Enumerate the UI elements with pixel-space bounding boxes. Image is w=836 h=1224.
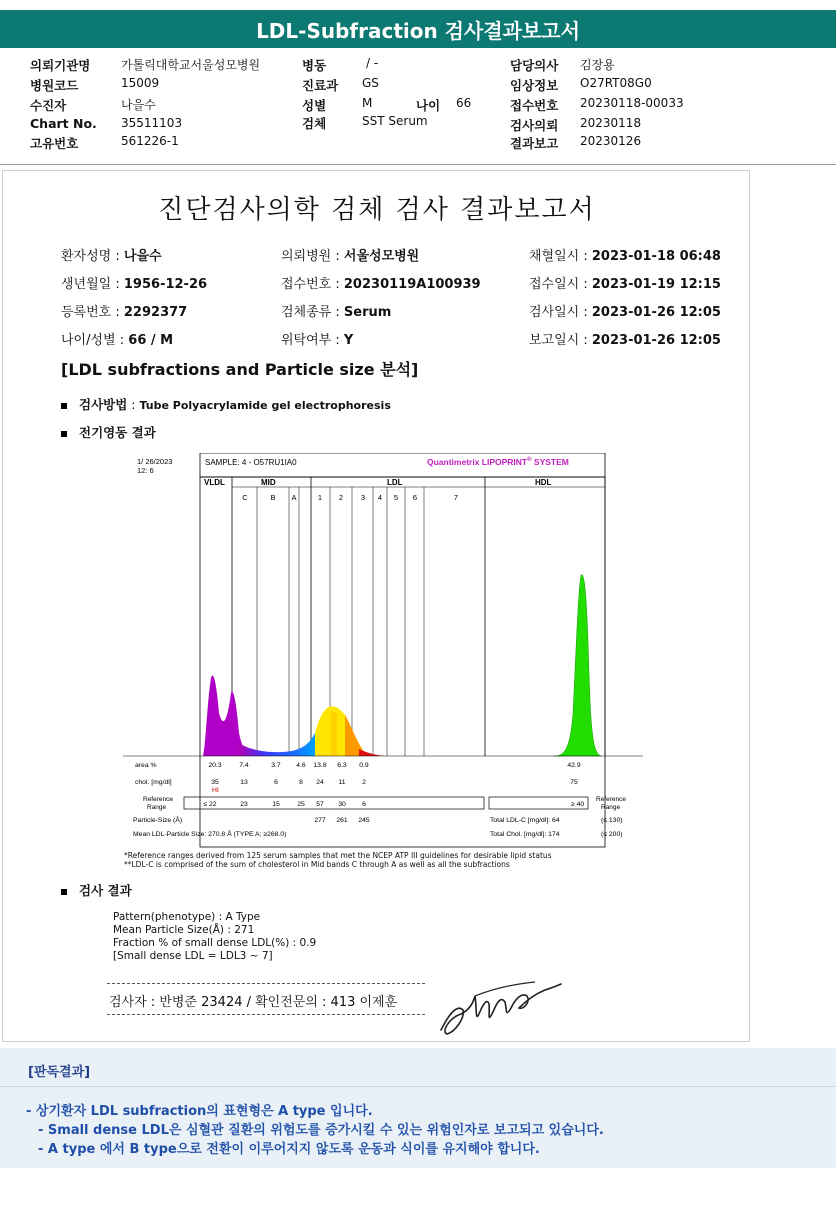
chart-date: 1/ 26/2023 [137,457,173,466]
result-line: Mean Particle Size(Å) : 271 [113,924,255,936]
particle-values [314,817,370,824]
particle-size-label: Particle-Size (Å) [133,817,183,824]
patient-field: 채혈일시 : 2023-01-18 06:48 [529,249,721,264]
particle-size-value: 245 [358,817,370,824]
label-chart-no: Chart No. [30,116,97,131]
particle-size-value: 277 [314,817,326,824]
dashed-rule-top [107,983,425,984]
ref-value: 30 [338,801,346,808]
band-label: 4 [377,493,383,502]
label-specimen: 검체 [302,116,327,131]
divider [0,164,836,165]
value-ward: / - [366,56,379,70]
value-age: 66 [456,96,472,110]
band-label: B [270,493,276,502]
ref-label-right-1: Reference [596,796,626,803]
ref-label-right-2: Range [601,804,621,811]
value-unique-no: 561226-1 [121,134,179,148]
result-line: [Small dense LDL = LDL3 ~ 7] [113,950,273,962]
ref-value: 57 [316,801,324,808]
chol-value: 35 [211,779,219,786]
scanned-report [2,170,750,1042]
value-clinical-info: O27RT08G0 [580,76,652,90]
footnote-1: *Reference ranges derived from 125 serum samples that met the NCEP ATP III guidelines for desirable lipid status [124,851,552,860]
patient-field: 검사일시 : 2023-01-26 12:05 [529,305,721,320]
patient-field: 등록번호 : 2292377 [61,305,188,320]
patient-field: 생년월일 : 1956-12-26 [61,277,208,292]
area-value: 20.3 [208,762,222,769]
value-sex: M [362,96,373,110]
label-hospital-code: 병원코드 [30,78,79,93]
area-value: 13.8 [313,762,327,769]
label-clinical-info: 임상정보 [510,78,559,93]
tester-line: 검사자 : 반병준 23424 / 확인전문의 : 413 이제훈 [109,995,398,1010]
value-receipt-no: 20230118-00033 [580,96,684,110]
ref-value: 6 [362,801,366,808]
total-ldl-c: Total LDL-C [mg/dl]: 64 [490,817,560,824]
judgement-panel [0,1048,836,1168]
footnote-2: **LDL-C is comprised of the sum of cholesterol in Mid bands C through A as well as all the subfractions [124,860,510,869]
group-label-vldl: VLDL [204,478,225,487]
chol-value: 2 [362,779,366,786]
group-label-mid: MID [261,478,276,487]
patient-field: 접수일시 : 2023-01-19 12:15 [529,277,721,292]
ref-value: 15 [272,801,280,808]
chart-sample: SAMPLE: 4 - O57RU1IA0 [205,458,297,467]
chol-value: 13 [240,779,248,786]
area-value: 3.7 [271,762,281,769]
area-value: 6.3 [337,762,347,769]
label-ward: 병동 [302,58,327,73]
chart-brand: Quantimetrix LIPOPRINT® SYSTEM [427,457,569,467]
method-line: 검사방법 : Tube Polyacrylamide gel electrophoresis [61,395,391,413]
ref-value: 25 [297,801,305,808]
value-hospital-code: 15009 [121,76,160,90]
row-chol-label: chol. [mg/dl] [135,779,172,786]
mean-ldl-size: Mean LDL-Particle Size: 270.8 Å (TYPE A; ≥268.0) [133,831,287,838]
total-ldl-c-ref: (≤ 130) [601,817,623,824]
dashed-rule-bottom [107,1014,425,1015]
value-patient: 나을수 [121,98,156,112]
patient-field: 의뢰병원 : 서울성모병원 [281,249,420,264]
result-block [113,911,316,963]
row-area-label: area % [135,762,157,769]
judgement-line: - A type 에서 B type으로 전환이 이루어지지 않도록 운동과 식이를 유지해야 합니다. [38,1142,540,1157]
judgement-line: - 상기환자 LDL subfraction의 표현형은 A type 입니다. [26,1104,373,1119]
label-receipt-no: 접수번호 [510,98,559,113]
report-banner-title: LDL-Subfraction 검사결과보고서 [0,10,836,48]
label-age: 나이 [416,98,441,113]
patient-field: 검체종류 : Serum [281,305,392,320]
label-doctor: 담당의사 [510,58,559,73]
chol-hi-flag: HI [212,787,219,794]
chol-value: 8 [299,779,303,786]
report-title: 진단검사의학 검체 검사 결과보고서 [158,195,596,225]
band-label: 2 [338,493,344,502]
value-report-date: 20230126 [580,134,642,148]
judgement-line: - Small dense LDL은 심혈관 질환의 위험도를 증가시킬 수 있는 위험인자로 보고되고 있습니다. [38,1123,604,1138]
peak-ldl2 [331,711,337,756]
value-chart-no: 35511103 [121,116,183,130]
chart-time: 12: 6 [137,466,154,475]
label-institution: 의뢰기관명 [30,58,91,73]
group-label-hdl: HDL [535,478,552,487]
value-department: GS [362,76,379,90]
area-value: 7.4 [239,762,249,769]
patient-field: 위탁여부 : Y [281,333,354,348]
label-patient: 수진자 [30,98,67,113]
label-department: 진료과 [302,78,339,93]
signature-image [435,974,565,1040]
row-ref-label-1: Reference [143,796,173,803]
label-request-date: 검사의뢰 [510,118,559,133]
group-label-ldl: LDL [387,478,403,487]
chol-value: 11 [338,779,346,786]
total-chol-ref: (≤ 200) [601,831,623,838]
value-specimen: SST Serum [362,114,428,128]
label-report-date: 결과보고 [510,136,559,151]
patient-field: 환자성명 : 나을수 [61,249,162,264]
lipoprint-chart [123,453,643,848]
area-value: 42.9 [567,762,581,769]
result-heading: 검사 결과 [61,881,132,899]
area-value: 4.6 [296,762,306,769]
judgement-divider [0,1086,836,1087]
patient-field: 나이/성별 : 66 / M [61,333,174,348]
ref-value: ≤ 22 [203,801,217,808]
band-label: C [242,493,248,502]
request-info-panel [0,52,836,164]
band-label: 1 [317,493,323,502]
patient-field: 접수번호 : 20230119A100939 [281,277,481,292]
chol-value: 6 [274,779,278,786]
label-sex: 성별 [302,98,327,113]
band-label: A [291,493,297,502]
band-label: 7 [453,493,459,502]
value-doctor: 김장용 [580,58,615,72]
band-label: 3 [360,493,366,502]
chol-value: 24 [316,779,324,786]
band-label: 5 [393,493,399,502]
patient-field: 보고일시 : 2023-01-26 12:05 [529,333,721,348]
value-request-date: 20230118 [580,116,642,130]
area-value: 0.9 [359,762,369,769]
total-chol: Total Chol. [mg/dl]: 174 [490,831,560,838]
judgement-heading: [판독결과] [28,1065,91,1080]
chol-value: 75 [570,779,578,786]
chart-footnotes [124,851,552,869]
value-institution: 가톨릭대학교서울성모병원 [121,58,261,72]
ref-hdl: ≥ 40 [571,801,585,808]
section-heading: [LDL subfractions and Particle size 분석] [61,360,419,379]
electrophoresis-heading: 전기영동 결과 [61,423,156,441]
ref-value: 23 [240,801,248,808]
result-line: Fraction % of small dense LDL(%) : 0.9 [113,937,317,949]
label-unique-no: 고유번호 [30,136,79,151]
row-ref-label-2: Range [147,804,167,811]
result-line: Pattern(phenotype) : A Type [113,911,261,923]
particle-size-value: 261 [336,817,348,824]
band-label: 6 [412,493,418,502]
